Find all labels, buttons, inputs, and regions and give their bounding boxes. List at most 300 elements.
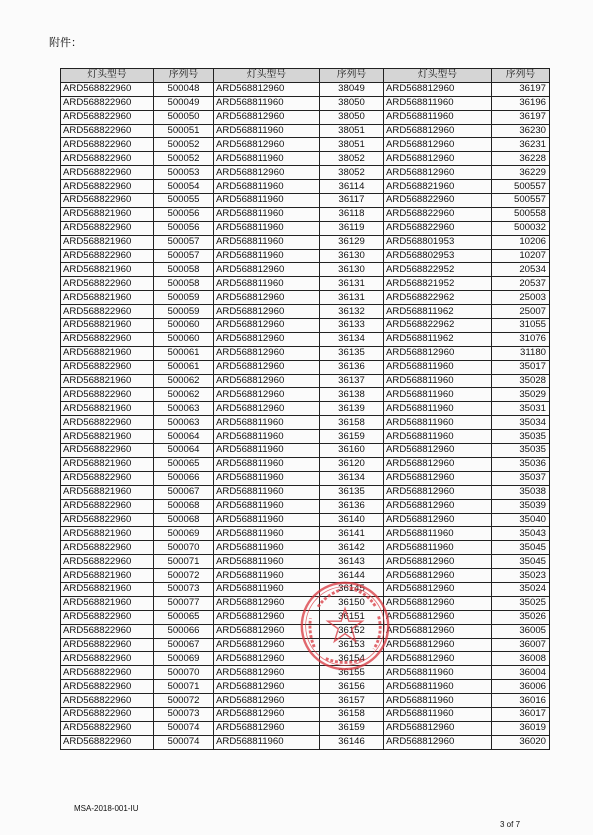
table-row [61,374,550,388]
serial-number-cell: 36158 [320,707,384,721]
lamp-model-cell: ARD568811960 [384,110,492,124]
serial-number-cell: 20534 [492,263,550,277]
serial-number-cell: 36151 [320,610,384,624]
lamp-model-cell: ARD568822960 [61,652,154,666]
lamp-model-cell: ARD568821960 [61,346,154,360]
serial-number-cell: 35036 [492,457,550,471]
lamp-model-cell: ARD568811960 [384,430,492,444]
lamp-model-cell: ARD568821960 [61,291,154,305]
lamp-model-cell: ARD568811960 [384,694,492,708]
lamp-model-cell: ARD568822960 [61,96,154,110]
serial-number-cell: 36004 [492,666,550,680]
serial-number-cell: 36144 [320,569,384,583]
serial-number-cell: 500070 [154,541,214,555]
lamp-model-cell: ARD568821960 [61,485,154,499]
serial-number-cell: 10207 [492,249,550,263]
lamp-model-cell: ARD568812960 [214,388,320,402]
lamp-model-cell: ARD568812960 [384,82,492,96]
serial-number-cell: 500057 [154,235,214,249]
lamp-model-cell: ARD568811960 [214,555,320,569]
serial-number-cell: 35037 [492,471,550,485]
serial-number-cell: 38049 [320,82,384,96]
lamp-model-cell: ARD568822960 [61,666,154,680]
serial-number-cell: 36117 [320,194,384,208]
table-row [61,457,550,471]
lamp-model-cell: ARD568822960 [61,166,154,180]
lamp-model-cell: ARD568822962 [384,291,492,305]
lamp-model-cell: ARD568812960 [214,263,320,277]
table-row [61,138,550,152]
lamp-model-cell: ARD568811960 [214,582,320,596]
serial-number-cell: 500064 [154,430,214,444]
lamp-model-cell: ARD568812960 [384,582,492,596]
serial-number-cell: 500051 [154,124,214,138]
document-code: MSA-2018-001-IU [74,804,139,813]
lamp-model-cell: ARD568812960 [214,638,320,652]
lamp-model-cell: ARD568812960 [214,166,320,180]
lamp-model-cell: ARD568812960 [214,610,320,624]
lamp-model-cell: ARD568811960 [214,207,320,221]
serial-number-cell: 35017 [492,360,550,374]
lamp-model-cell: ARD568822960 [61,249,154,263]
serial-number-cell: 500056 [154,221,214,235]
serial-number-cell: 38051 [320,138,384,152]
serial-number-cell: 35034 [492,416,550,430]
lamp-model-cell: ARD568821960 [61,319,154,333]
lamp-model-cell: ARD568821960 [61,527,154,541]
lamp-model-cell: ARD568822960 [384,207,492,221]
lamp-model-cell: ARD568811960 [214,235,320,249]
serial-number-cell: 500067 [154,638,214,652]
serial-number-cell: 36133 [320,319,384,333]
table-row [61,305,550,319]
serial-number-cell: 38051 [320,124,384,138]
lamp-model-cell: ARD568822960 [384,194,492,208]
serial-number-cell: 36230 [492,124,550,138]
lamp-model-cell: ARD568812960 [384,485,492,499]
table-row [61,485,550,499]
lamp-model-cell: ARD568812960 [214,707,320,721]
lamp-model-cell: ARD568822960 [61,555,154,569]
serial-number-cell: 31055 [492,319,550,333]
serial-number-cell: 25007 [492,305,550,319]
table-row [61,332,550,346]
serial-number-cell: 500056 [154,207,214,221]
lamp-model-cell: ARD568812960 [384,735,492,749]
table-row [61,194,550,208]
table-row [61,666,550,680]
lamp-model-cell: ARD568812960 [214,374,320,388]
serial-number-table [60,68,550,750]
serial-number-cell: 500557 [492,194,550,208]
table-row [61,582,550,596]
serial-number-cell: 500072 [154,569,214,583]
table-row [61,596,550,610]
lamp-model-cell: ARD568822960 [61,305,154,319]
serial-number-cell: 36152 [320,624,384,638]
lamp-model-cell: ARD568811960 [214,194,320,208]
lamp-model-cell: ARD568822960 [61,277,154,291]
serial-number-cell: 500063 [154,416,214,430]
table-row [61,388,550,402]
table-row [61,444,550,458]
lamp-model-cell: ARD568821960 [61,430,154,444]
serial-number-cell: 500053 [154,166,214,180]
serial-number-cell: 36157 [320,694,384,708]
lamp-model-cell: ARD568821960 [61,235,154,249]
table-row [61,721,550,735]
serial-number-cell: 36159 [320,430,384,444]
serial-number-cell: 500558 [492,207,550,221]
serial-number-cell: 36017 [492,707,550,721]
lamp-model-cell: ARD568811960 [214,541,320,555]
serial-number-cell: 500060 [154,332,214,346]
table-row [61,499,550,513]
lamp-model-cell: ARD568812960 [384,138,492,152]
serial-number-cell: 500063 [154,402,214,416]
table-row [61,652,550,666]
table-row [61,319,550,333]
serial-number-cell: 36135 [320,346,384,360]
lamp-model-cell: ARD568812960 [384,152,492,166]
table-body [61,82,550,749]
lamp-model-cell: ARD568821960 [61,263,154,277]
lamp-model-cell: ARD568812960 [384,471,492,485]
table-row [61,221,550,235]
lamp-model-cell: ARD568812960 [384,624,492,638]
table-row [61,166,550,180]
serial-number-cell: 36020 [492,735,550,749]
table-row [61,430,550,444]
lamp-model-cell: ARD568822960 [61,624,154,638]
serial-number-cell: 36135 [320,485,384,499]
serial-number-cell: 500072 [154,694,214,708]
table-row [61,124,550,138]
serial-number-cell: 500073 [154,582,214,596]
serial-number-cell: 500062 [154,388,214,402]
serial-number-cell: 36119 [320,221,384,235]
table-row [61,180,550,194]
lamp-model-cell: ARD568812960 [384,499,492,513]
serial-number-cell: 36005 [492,624,550,638]
lamp-model-cell: ARD568822960 [61,444,154,458]
lamp-model-cell: ARD568812960 [214,721,320,735]
lamp-model-cell: ARD568821960 [61,207,154,221]
serial-number-cell: 36118 [320,207,384,221]
serial-number-cell: 36114 [320,180,384,194]
lamp-model-cell: ARD568802953 [384,249,492,263]
serial-number-cell: 36154 [320,652,384,666]
serial-number-cell: 35028 [492,374,550,388]
lamp-model-cell: ARD568811960 [384,541,492,555]
lamp-model-cell: ARD568811960 [214,457,320,471]
serial-number-cell: 36146 [320,735,384,749]
lamp-model-cell: ARD568811960 [214,513,320,527]
serial-number-cell: 36134 [320,332,384,346]
serial-number-cell: 35026 [492,610,550,624]
serial-number-cell: 500055 [154,194,214,208]
lamp-model-cell: ARD568822960 [61,610,154,624]
serial-number-cell: 500059 [154,305,214,319]
serial-number-cell: 500058 [154,263,214,277]
table-row [61,707,550,721]
lamp-model-cell: ARD568812960 [384,596,492,610]
lamp-model-cell: ARD568811960 [214,735,320,749]
lamp-model-cell: ARD568811960 [214,485,320,499]
serial-number-cell: 10206 [492,235,550,249]
table-row [61,513,550,527]
lamp-model-cell: ARD568811960 [384,402,492,416]
serial-number-cell: 38050 [320,110,384,124]
lamp-model-cell: ARD568812960 [214,346,320,360]
table-row [61,402,550,416]
table-row [61,249,550,263]
table-row [61,360,550,374]
serial-number-cell: 500069 [154,527,214,541]
lamp-model-cell: ARD568812960 [384,444,492,458]
lamp-model-cell: ARD568811960 [214,569,320,583]
column-header-serial-number: 序列号 [154,69,214,83]
serial-number-cell: 35035 [492,444,550,458]
table-row [61,291,550,305]
lamp-model-cell: ARD568812960 [214,305,320,319]
serial-number-cell: 500066 [154,624,214,638]
serial-number-cell: 36130 [320,263,384,277]
serial-number-cell: 36153 [320,638,384,652]
lamp-model-cell: ARD568812960 [384,166,492,180]
page-number: 3 of 7 [500,820,521,829]
column-header-serial-number: 序列号 [320,69,384,83]
lamp-model-cell: ARD568822960 [61,221,154,235]
serial-number-cell: 36016 [492,694,550,708]
lamp-model-cell: ARD568812960 [214,402,320,416]
serial-number-cell: 500071 [154,680,214,694]
serial-number-cell: 36158 [320,416,384,430]
serial-number-cell: 36008 [492,652,550,666]
serial-number-cell: 500077 [154,596,214,610]
serial-number-cell: 38052 [320,166,384,180]
lamp-model-cell: ARD568812960 [214,652,320,666]
serial-number-cell: 500054 [154,180,214,194]
serial-number-cell: 36228 [492,152,550,166]
serial-number-cell: 38050 [320,96,384,110]
lamp-model-cell: ARD568812960 [384,346,492,360]
serial-number-cell: 500052 [154,152,214,166]
serial-number-cell: 36139 [320,402,384,416]
serial-number-cell: 500065 [154,610,214,624]
serial-number-cell: 20537 [492,277,550,291]
lamp-model-cell: ARD568812960 [214,332,320,346]
serial-number-cell: 500052 [154,138,214,152]
serial-number-cell: 500049 [154,96,214,110]
serial-number-cell: 36131 [320,291,384,305]
serial-number-cell: 36019 [492,721,550,735]
lamp-model-cell: ARD568811960 [214,471,320,485]
lamp-model-cell: ARD568812960 [214,666,320,680]
table-row [61,416,550,430]
table-row [61,610,550,624]
lamp-model-cell: ARD568822960 [61,388,154,402]
serial-number-cell: 36142 [320,541,384,555]
serial-number-cell: 36006 [492,680,550,694]
serial-number-cell: 35035 [492,430,550,444]
lamp-model-cell: ARD568822960 [61,416,154,430]
lamp-model-cell: ARD568811962 [384,332,492,346]
serial-number-cell: 500061 [154,360,214,374]
serial-number-cell: 35045 [492,541,550,555]
lamp-model-cell: ARD568811960 [214,180,320,194]
table-row [61,96,550,110]
serial-number-cell: 35025 [492,596,550,610]
serial-number-cell: 36229 [492,166,550,180]
table-row [61,277,550,291]
lamp-model-cell: ARD568822962 [384,319,492,333]
lamp-model-cell: ARD568822960 [61,194,154,208]
serial-number-cell: 36197 [492,110,550,124]
lamp-model-cell: ARD568812960 [214,360,320,374]
lamp-model-cell: ARD568811960 [214,249,320,263]
serial-number-cell: 36131 [320,277,384,291]
lamp-model-cell: ARD568811962 [384,305,492,319]
serial-number-cell: 36136 [320,499,384,513]
lamp-model-cell: ARD568821960 [61,402,154,416]
page-heading: 附件： [49,36,82,49]
lamp-model-cell: ARD568821952 [384,277,492,291]
table-row [61,110,550,124]
lamp-model-cell: ARD568822960 [61,138,154,152]
lamp-model-cell: ARD568812960 [214,82,320,96]
table-row [61,555,550,569]
lamp-model-cell: ARD568812960 [214,596,320,610]
serial-number-cell: 36143 [320,555,384,569]
lamp-model-cell: ARD568811960 [214,430,320,444]
serial-number-cell: 36156 [320,680,384,694]
serial-number-cell: 36129 [320,235,384,249]
table-row [61,624,550,638]
lamp-model-cell: ARD568821960 [61,374,154,388]
lamp-model-cell: ARD568811960 [214,277,320,291]
serial-number-cell: 500070 [154,666,214,680]
lamp-model-cell: ARD568822960 [61,82,154,96]
lamp-model-cell: ARD568822960 [61,471,154,485]
lamp-model-cell: ARD568822960 [61,332,154,346]
lamp-model-cell: ARD568812960 [384,569,492,583]
serial-number-cell: 25003 [492,291,550,305]
serial-number-cell: 500073 [154,707,214,721]
serial-number-cell: 36132 [320,305,384,319]
lamp-model-cell: ARD568822960 [61,124,154,138]
lamp-model-cell: ARD568811960 [384,416,492,430]
lamp-model-cell: ARD568811960 [384,360,492,374]
lamp-model-cell: ARD568822960 [61,694,154,708]
lamp-model-cell: ARD568811960 [384,680,492,694]
lamp-model-cell: ARD568811960 [384,666,492,680]
serial-number-cell: 36196 [492,96,550,110]
table-row [61,527,550,541]
serial-number-cell: 500032 [492,221,550,235]
serial-number-cell: 36120 [320,457,384,471]
lamp-model-cell: ARD568811960 [384,96,492,110]
serial-number-cell: 500067 [154,485,214,499]
table-row [61,152,550,166]
table-row [61,735,550,749]
lamp-model-cell: ARD568811960 [384,527,492,541]
lamp-model-cell: ARD568821960 [61,569,154,583]
table-header-row [61,69,550,83]
lamp-model-cell: ARD568812960 [384,513,492,527]
serial-number-cell: 35043 [492,527,550,541]
lamp-model-cell: ARD568821960 [61,457,154,471]
lamp-model-cell: ARD568822960 [61,152,154,166]
serial-number-cell: 500060 [154,319,214,333]
serial-number-cell: 35039 [492,499,550,513]
serial-number-cell: 36130 [320,249,384,263]
serial-number-cell: 35040 [492,513,550,527]
lamp-model-cell: ARD568811960 [214,499,320,513]
column-header-lamp-model: 灯头型号 [384,69,492,83]
lamp-model-cell: ARD568812960 [384,124,492,138]
table-row [61,680,550,694]
lamp-model-cell: ARD568811960 [214,221,320,235]
table-row [61,346,550,360]
lamp-model-cell: ARD568811960 [214,124,320,138]
lamp-model-cell: ARD568822960 [61,680,154,694]
serial-number-cell: 36160 [320,444,384,458]
table-row [61,694,550,708]
lamp-model-cell: ARD568822960 [61,638,154,652]
lamp-model-cell: ARD568812960 [384,610,492,624]
serial-number-cell: 31076 [492,332,550,346]
serial-number-cell: 36137 [320,374,384,388]
lamp-model-cell: ARD568811960 [384,707,492,721]
lamp-model-cell: ARD568812960 [214,624,320,638]
column-header-serial-number: 序列号 [492,69,550,83]
lamp-model-cell: ARD568812960 [384,555,492,569]
serial-number-cell: 35038 [492,485,550,499]
serial-number-cell: 36197 [492,82,550,96]
serial-number-cell: 500059 [154,291,214,305]
serial-number-cell: 35029 [492,388,550,402]
lamp-model-cell: ARD568812960 [214,694,320,708]
serial-number-cell: 500068 [154,499,214,513]
lamp-model-cell: ARD568812960 [384,457,492,471]
serial-number-cell: 36231 [492,138,550,152]
serial-number-cell: 500048 [154,82,214,96]
lamp-model-cell: ARD568822960 [61,499,154,513]
lamp-model-cell: ARD568812960 [384,652,492,666]
lamp-model-cell: ARD568811960 [214,527,320,541]
serial-number-cell: 36134 [320,471,384,485]
lamp-model-cell: ARD568812960 [384,721,492,735]
serial-number-cell: 500050 [154,110,214,124]
column-header-lamp-model: 灯头型号 [61,69,154,83]
lamp-model-cell: ARD568822960 [61,707,154,721]
serial-number-cell: 35024 [492,582,550,596]
lamp-model-cell: ARD568811960 [384,374,492,388]
lamp-model-cell: ARD568811960 [214,444,320,458]
serial-number-cell: 500058 [154,277,214,291]
serial-number-cell: 500064 [154,444,214,458]
serial-number-cell: 500062 [154,374,214,388]
table-row [61,471,550,485]
lamp-model-cell: ARD568812960 [214,291,320,305]
serial-number-cell: 35023 [492,569,550,583]
serial-number-cell: 38052 [320,152,384,166]
serial-number-cell: 500557 [492,180,550,194]
serial-number-cell: 500065 [154,457,214,471]
lamp-model-cell: ARD568822960 [61,735,154,749]
serial-number-cell: 36140 [320,513,384,527]
